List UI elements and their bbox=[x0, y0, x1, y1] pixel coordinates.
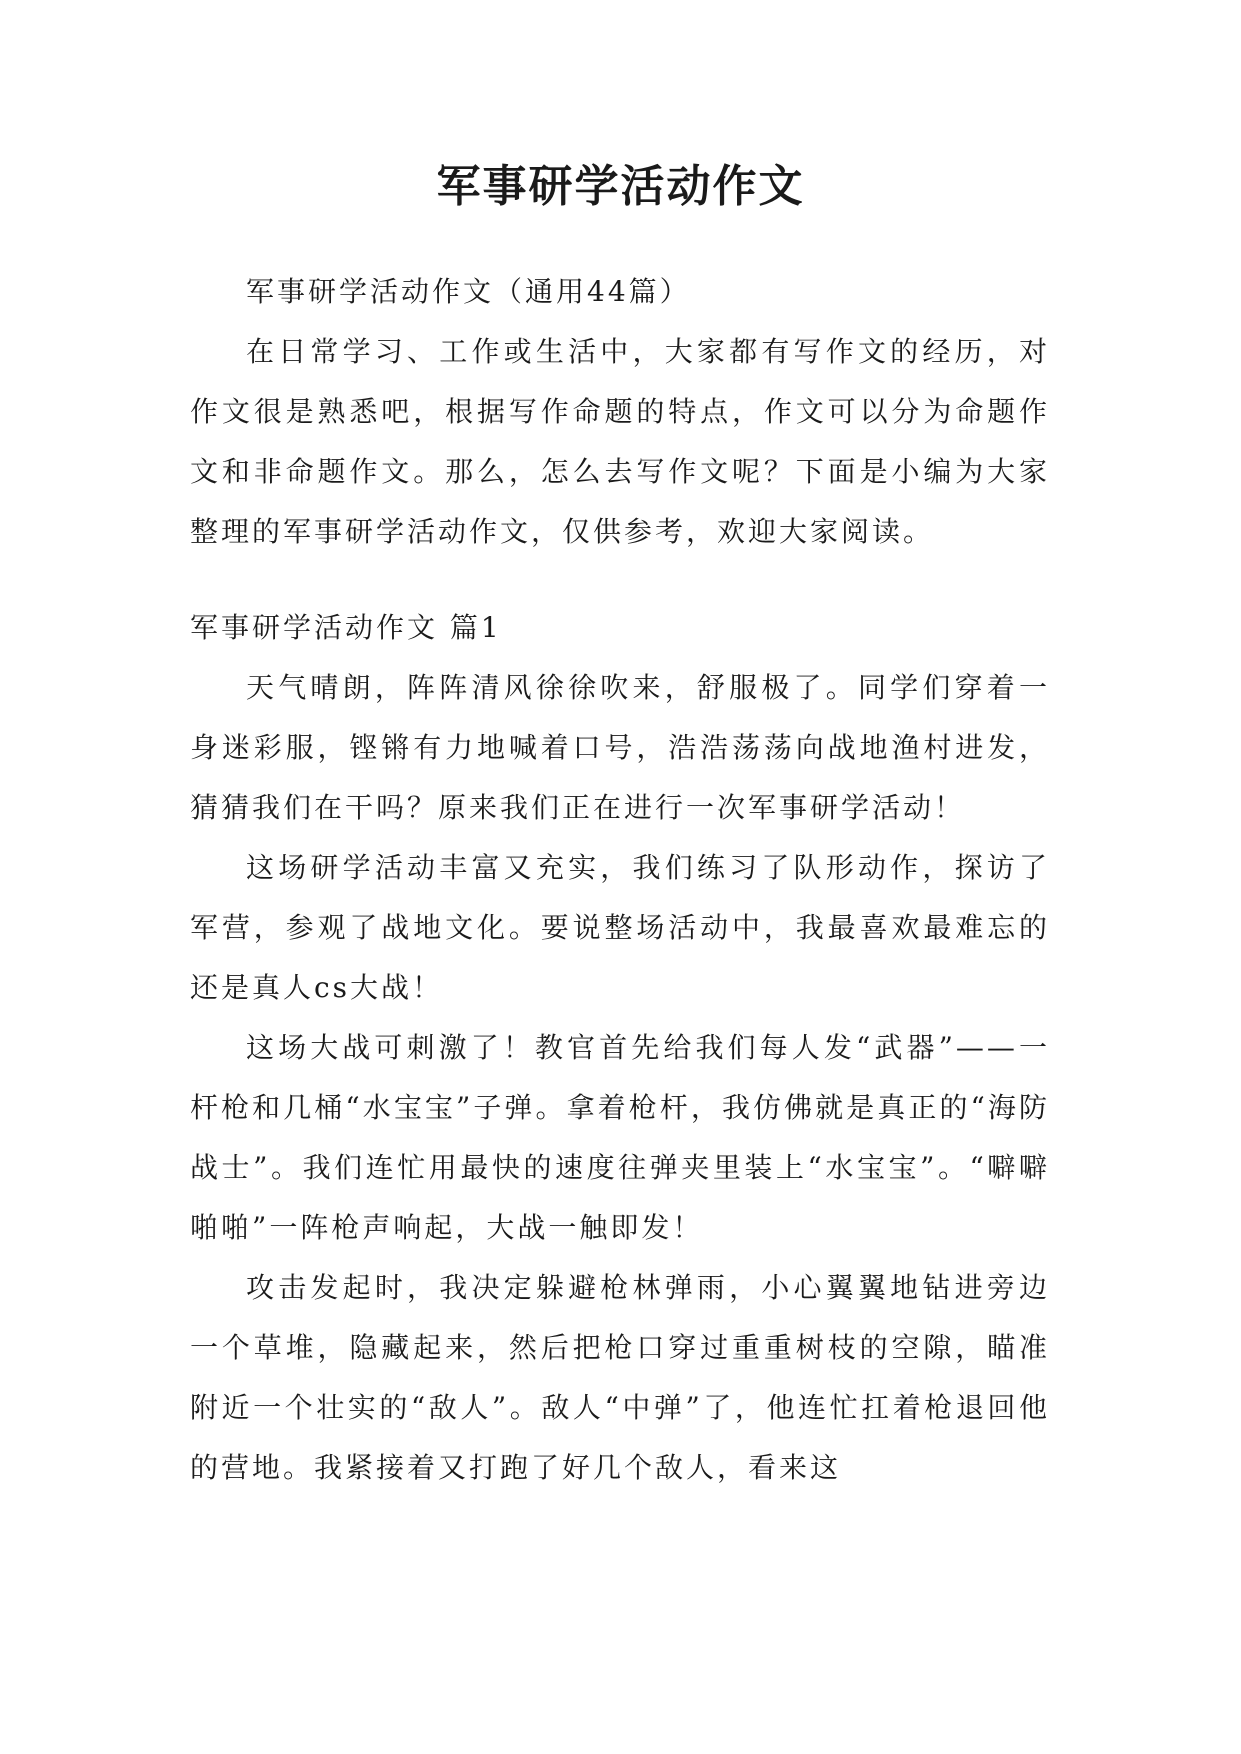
body-paragraph: 天气晴朗，阵阵清风徐徐吹来，舒服极了。同学们穿着一身迷彩服，铿锵有力地喊着口号，浩浩荡荡向战地渔村进发，猜猜我们在干吗？原来我们正在进行一次军事研学活动！ bbox=[190, 671, 1050, 824]
document-title: 军事研学活动作文 bbox=[436, 161, 805, 212]
body-paragraph: 这场大战可刺激了！教官首先给我们每人发“武器”——一杆枪和几桶“水宝宝”子弹。拿着枪杆，我仿佛就是真正的“海防战士”。我们连忙用最快的速度往弹夹里装上“水宝宝”。“噼噼啪啪”一阵枪声响起，大战一触即发！ bbox=[190, 1031, 1050, 1244]
intro-paragraph: 在日常学习、工作或生活中，大家都有写作文的经历，对作文很是熟悉吧，根据写作命题的特点，作文可以分为命题作文和非命题作文。那么，怎么去写作文呢？下面是小编为大家整理的军事研学活动作文，仅供参考，欢迎大家阅读。 bbox=[190, 335, 1050, 548]
body-paragraph: 攻击发起时，我决定躲避枪林弹雨，小心翼翼地钻进旁边一个草堆，隐藏起来，然后把枪口穿过重重树枝的空隙，瞄准附近一个壮实的“敌人”。敌人“中弹”了，他连忙扛着枪退回他的营地。我紧接着又打跑了好几个敌人，看来这 bbox=[190, 1271, 1050, 1484]
document-body bbox=[190, 262, 1050, 1498]
section-heading: 军事研学活动作文 篇1 bbox=[190, 611, 502, 644]
body-paragraph: 这场研学活动丰富又充实，我们练习了队形动作，探访了军营，参观了战地文化。要说整场活动中，我最喜欢最难忘的还是真人cs大战！ bbox=[190, 851, 1050, 1004]
document-subtitle: 军事研学活动作文（通用44篇） bbox=[246, 275, 691, 308]
